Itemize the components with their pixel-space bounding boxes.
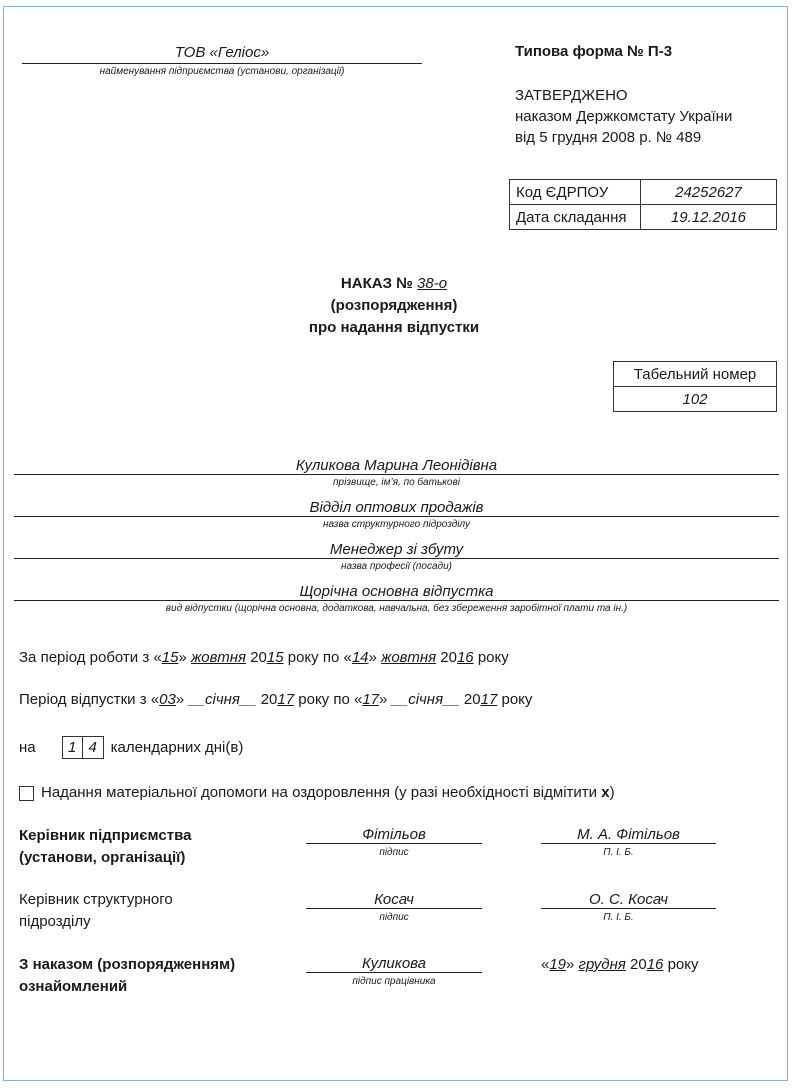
employee-department-caption: назва структурного підрозділу (322, 519, 471, 530)
employee-department: Відділ оптових продажів (309, 499, 484, 516)
dept-signature: Косач (374, 891, 414, 908)
head-signature-line (306, 843, 482, 844)
employee-name-line (14, 474, 779, 475)
dept-signature-line (306, 908, 482, 909)
dept-label-2: підрозділу (19, 913, 91, 930)
days-prefix: на (19, 739, 36, 756)
work-period-text: » (178, 649, 191, 666)
form-number: Типова форма № П-3 (515, 43, 673, 60)
material-aid-text: Надання матеріальної допомоги на оздоровлення (у разі необхідності відмітити (41, 784, 602, 801)
material-aid-checkbox[interactable] (19, 786, 34, 801)
leave-start-year: 17 (277, 691, 295, 708)
work-period-text: року (473, 649, 509, 666)
order-title (194, 275, 594, 292)
leave-period-text: » (175, 691, 189, 708)
date-label: Дата складання (510, 205, 641, 230)
days-digit-2: 4 (83, 736, 104, 759)
employee-name-caption: прізвище, ім’я, по батькові (333, 477, 460, 488)
company-name-line (22, 63, 422, 64)
ack-date-day: 19 (549, 956, 567, 973)
work-period-end-day: 14 (351, 649, 369, 666)
leave-end-month: __січня__ (391, 691, 460, 708)
codes-table (509, 179, 777, 230)
work-period-text: » (368, 649, 382, 666)
material-aid-label (41, 784, 615, 801)
order-prefix: НАКАЗ № (340, 275, 413, 292)
work-period-end-year: 16 (456, 649, 474, 666)
document-page (3, 6, 788, 1081)
head-full-name: М. А. Фітільов (577, 826, 680, 843)
days-digit-1: 1 (62, 736, 83, 759)
date-value: 19.12.2016 (641, 205, 777, 230)
edrpou-row (510, 180, 777, 205)
leave-period-text: 20 (256, 691, 278, 708)
ack-date-year: 16 (646, 956, 664, 973)
dept-full-name-caption: П. І. Б. (603, 912, 634, 923)
head-label-1: Керівник підприємства (19, 827, 192, 844)
leave-period-text: » (379, 691, 392, 708)
approved-date: від 5 грудня 2008 р. № 489 (515, 129, 702, 146)
ack-label-2: ознайомлений (19, 978, 128, 995)
ack-date-month: грудня (578, 956, 626, 973)
order-number: 38-о (417, 275, 448, 292)
edrpou-label: Код ЄДРПОУ (510, 180, 641, 205)
dept-full-name: О. С. Косач (589, 891, 668, 908)
company-name: ТОВ «Геліос» (174, 44, 270, 61)
order-subject: про надання відпустки (308, 319, 480, 336)
employee-signature-line (306, 972, 482, 973)
work-period-start-day: 15 (161, 649, 179, 666)
material-aid-text: ) (609, 784, 615, 801)
leave-period-line (19, 691, 532, 708)
approved-label: ЗАТВЕРДЖЕНО (515, 87, 628, 104)
tab-number-label: Табельний номер (614, 362, 777, 387)
dept-signature-caption: підпис (379, 912, 409, 923)
employee-position-line (14, 558, 779, 559)
ack-date-text: « (541, 956, 550, 973)
leave-type-caption: вид відпустки (щорічна основна, додаткова, навчальна, без збереження заробітної плати та ін.) (165, 603, 628, 614)
work-period-end-month: жовтня (381, 649, 437, 666)
leave-period-text: Період відпустки з « (19, 691, 160, 708)
head-full-name-line (541, 843, 716, 844)
ack-date-text: » (566, 956, 579, 973)
employee-position: Менеджер зі збуту (329, 541, 464, 558)
head-signature: Фітільов (362, 826, 426, 843)
date-row (510, 205, 777, 230)
days-suffix: календарних дні(в) (110, 739, 244, 756)
leave-type-line (14, 600, 779, 601)
leave-start-month: __січня__ (188, 691, 257, 708)
edrpou-value: 24252627 (641, 180, 777, 205)
days-line (19, 736, 243, 759)
employee-position-caption: назва професії (посади) (341, 561, 452, 572)
employee-signature: Куликова (361, 955, 427, 972)
leave-type: Щорічна основна відпустка (299, 583, 494, 600)
leave-start-day: 03 (159, 691, 176, 708)
approved-by: наказом Держкомстату України (515, 108, 733, 125)
tab-number-value: 102 (614, 387, 777, 412)
leave-end-day: 17 (362, 691, 380, 708)
work-period-text: року по « (283, 649, 352, 666)
dept-full-name-line (541, 908, 716, 909)
employee-signature-caption: підпис працівника (352, 976, 436, 987)
company-caption: найменування підприємства (установи, організації) (99, 66, 345, 77)
leave-period-text: 20 (459, 691, 481, 708)
ack-label-1: З наказом (розпорядженням) (19, 956, 236, 973)
employee-name: Куликова Марина Леонідівна (295, 457, 498, 474)
dept-label-1: Керівник структурного (19, 891, 173, 908)
material-aid-mark: х (601, 784, 610, 801)
work-period-text: 20 (246, 649, 267, 666)
tab-number-table (613, 361, 777, 412)
head-signature-caption: підпис (379, 847, 409, 858)
ack-date-text: 20 (625, 956, 647, 973)
work-period-text: За період роботи з « (19, 649, 162, 666)
work-period-text: 20 (436, 649, 457, 666)
leave-end-year: 17 (480, 691, 498, 708)
leave-period-text: року по « (294, 691, 363, 708)
head-full-name-caption: П. І. Б. (603, 847, 634, 858)
head-label-2: (установи, організації) (19, 849, 186, 866)
order-subtitle: (розпорядження) (330, 297, 458, 314)
ack-date-text: року (663, 956, 699, 973)
work-period-line (19, 649, 509, 666)
work-period-start-year: 15 (266, 649, 284, 666)
work-period-start-month: жовтня (190, 649, 247, 666)
employee-department-line (14, 516, 779, 517)
ack-date (541, 956, 699, 973)
leave-period-text: року (497, 691, 533, 708)
